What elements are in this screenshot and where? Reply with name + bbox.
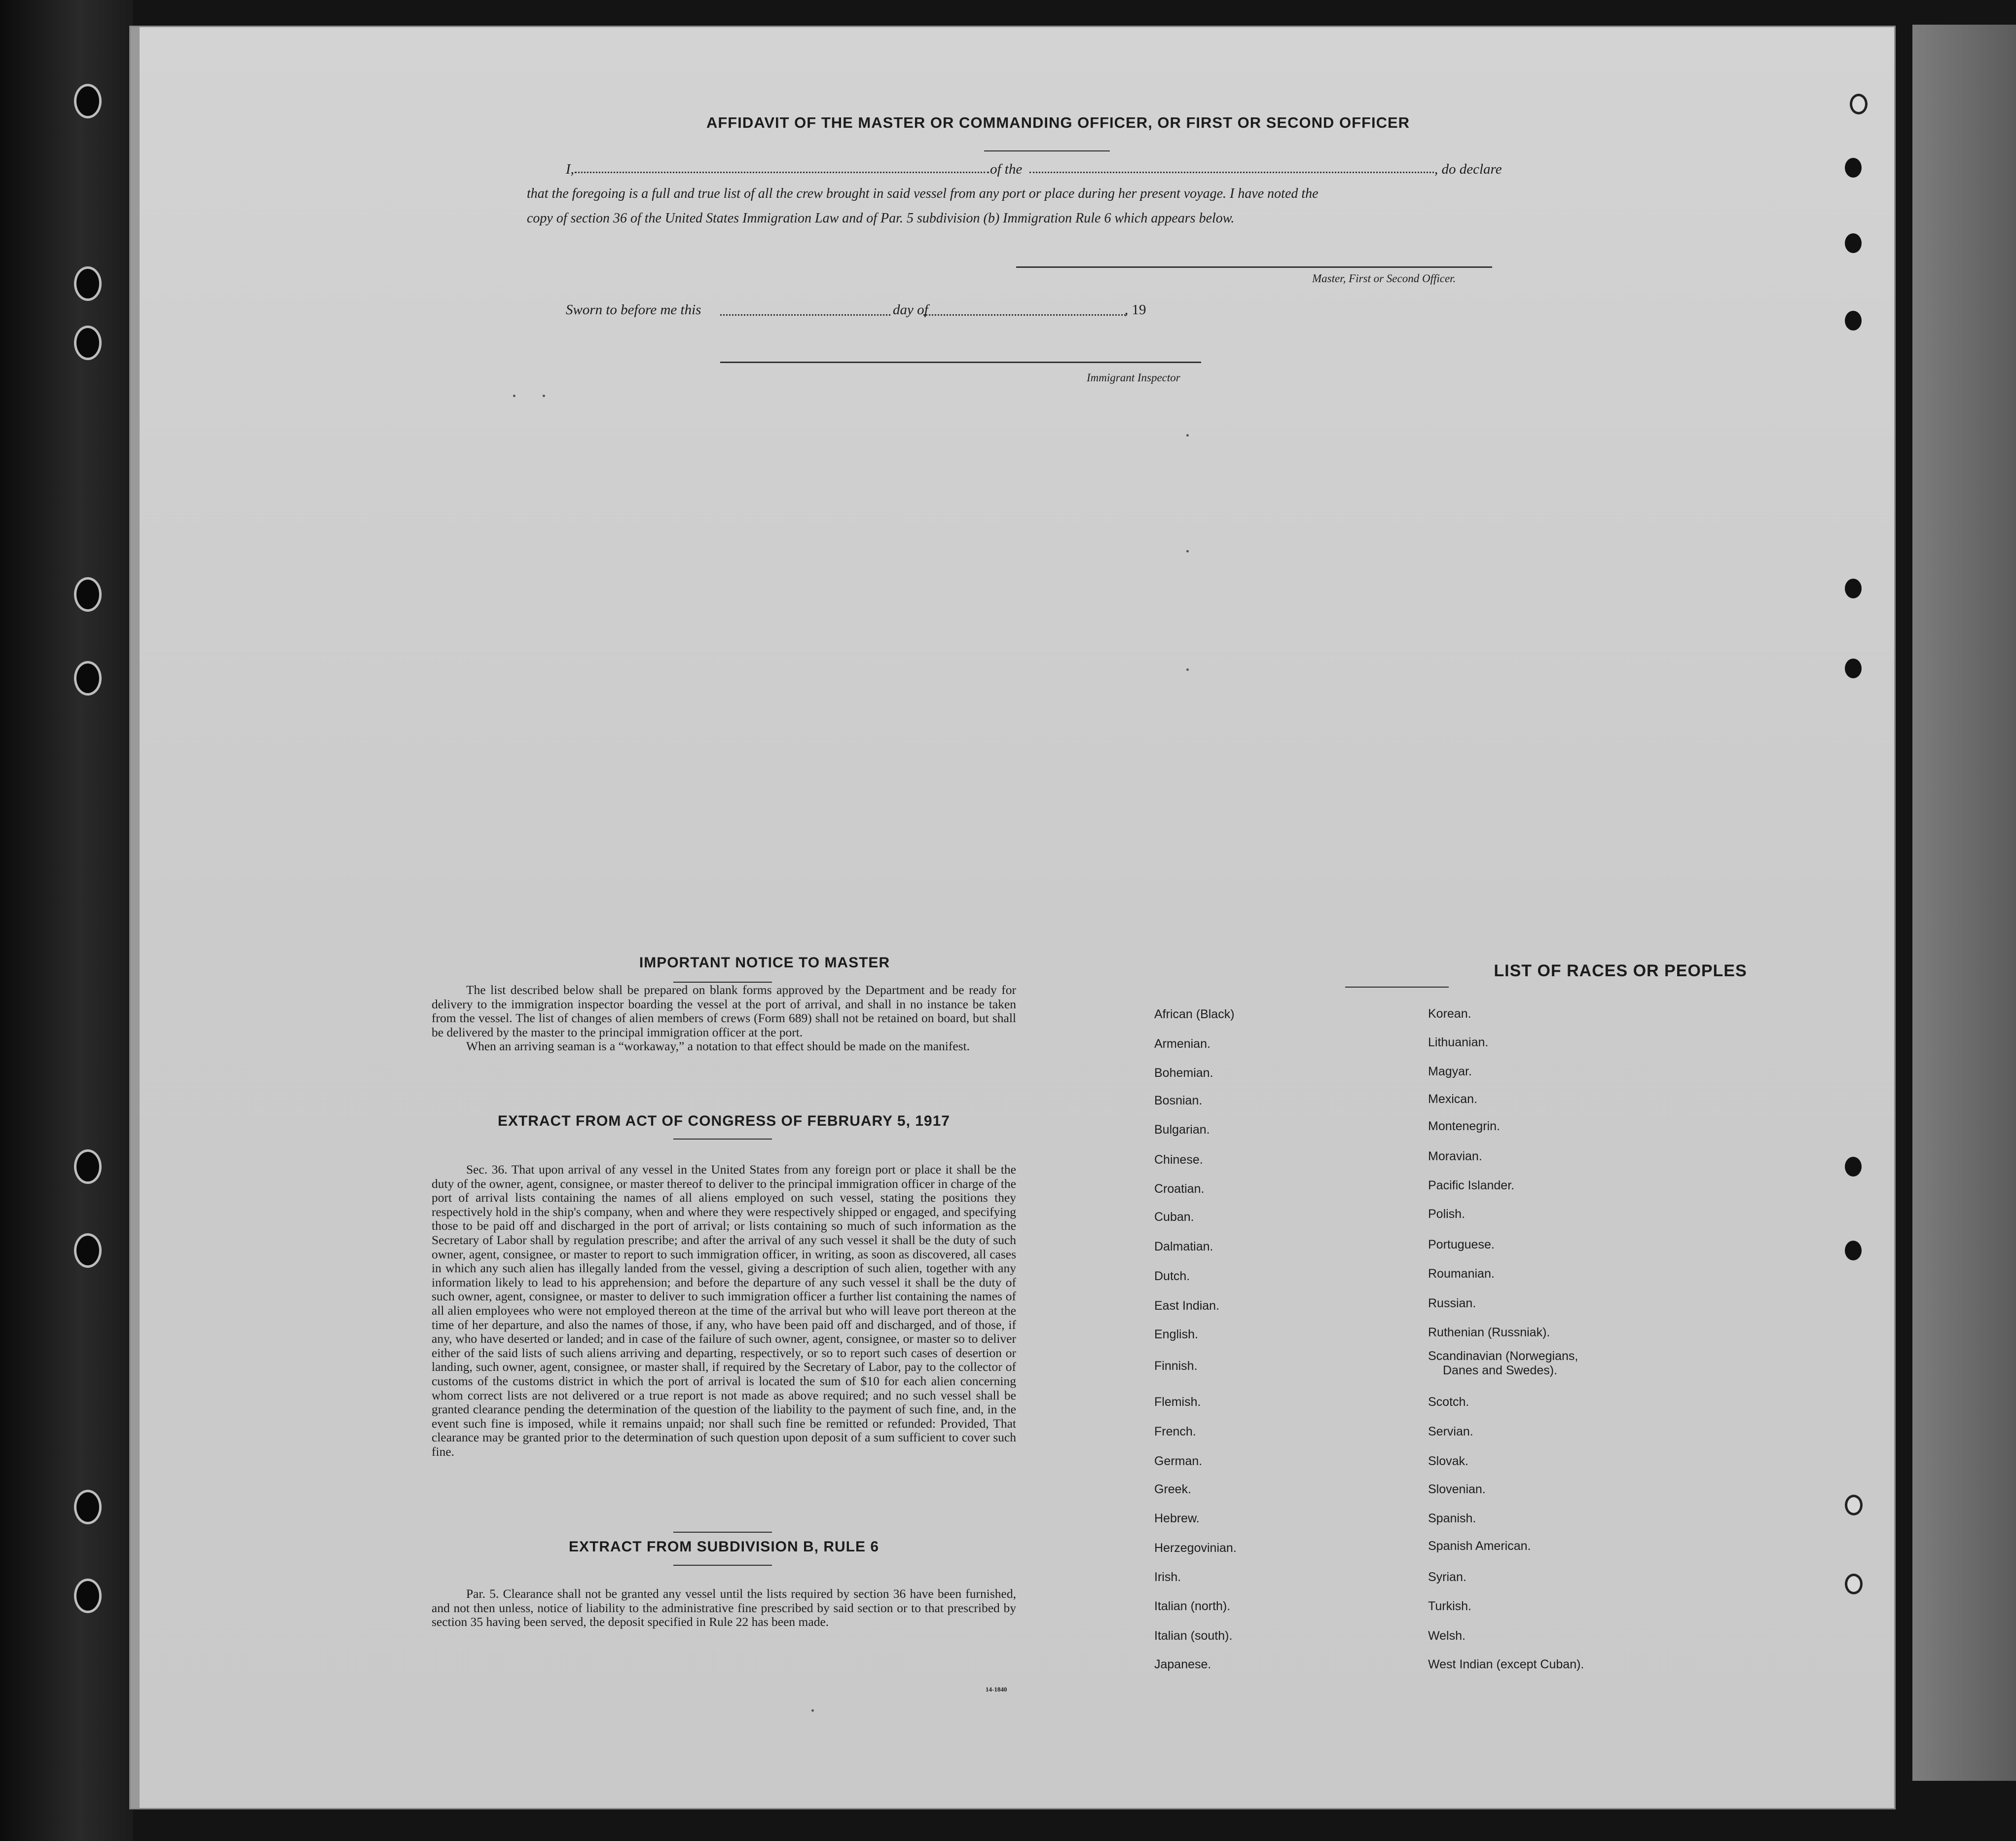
extract-act-body [432,1163,1016,1459]
race-item: Croatian. [1154,1182,1205,1196]
race-item: Moravian. [1428,1149,1482,1163]
race-item: Spanish American. [1428,1539,1531,1553]
divider [673,1139,772,1140]
extract-rule-body [432,1587,1016,1629]
race-item: Hebrew. [1154,1511,1200,1525]
day-of-label: day of [893,302,928,318]
race-item: Danes and Swedes). [1443,1363,1558,1377]
race-item: Portuguese. [1428,1238,1495,1252]
race-item: Armenian. [1154,1037,1210,1051]
year-label: , 19 [1125,302,1146,318]
extract-rule-title: EXTRACT FROM SUBDIVISION B, RULE 6 [568,1539,880,1555]
inspector-label: Immigrant Inspector [1087,371,1180,384]
race-item: Bohemian. [1154,1066,1213,1080]
punch-hole-icon [1845,1157,1862,1177]
binder-ring-icon [74,661,102,696]
punch-hole-icon [1845,158,1862,178]
punch-hole-icon [1845,659,1862,678]
race-item: East Indian. [1154,1299,1220,1313]
race-item: Japanese. [1154,1657,1211,1671]
affidavit-title: AFFIDAVIT OF THE MASTER OR COMMANDING OFFICER, OR FIRST OR SECOND OFFICER [706,114,1410,131]
race-item: English. [1154,1327,1198,1341]
races-title: LIST OF RACES OR PEOPLES [1494,961,1747,980]
master-signature-line[interactable] [1016,266,1492,268]
race-item: Dutch. [1154,1269,1190,1283]
race-item: Bulgarian. [1154,1123,1210,1137]
affidavit-line-2: that the foregoing is a full and true list of all the crew brought in said vessel from any port or place during her present voyage. I have noted the [527,186,1319,201]
document-page [131,27,1894,1808]
race-item: French. [1154,1425,1196,1438]
race-item: Korean. [1428,1007,1471,1021]
race-item: German. [1154,1454,1203,1468]
sworn-label: Sworn to before me this [566,302,701,318]
underlying-pages [1912,25,2016,1781]
binder-ring-icon [74,266,102,301]
notice-body [432,983,1016,1054]
divider [1345,987,1449,988]
notice-paragraph-2: When an arriving seaman is a “workaway,” a notation to that effect should be made on the manifest. [466,1039,970,1054]
binder-ring-icon [74,1233,102,1268]
race-item: Slovenian. [1428,1482,1486,1496]
race-item: Polish. [1428,1207,1466,1221]
affidavit-line-1 [566,161,574,178]
race-item: Welsh. [1428,1629,1466,1643]
race-item: Slovak. [1428,1454,1468,1468]
divider [673,1532,772,1533]
affidavit-line-3: copy of section 36 of the United States Immigration Law and of Par. 5 subdivision (b) Immigration Rule 6 which appears below. [527,211,1235,226]
divider [984,150,1110,151]
race-item: Magyar. [1428,1065,1472,1078]
race-item: Scandinavian (Norwegians, [1428,1349,1578,1363]
sworn-month-blank[interactable] [923,314,1126,316]
inspector-signature-line[interactable] [720,362,1201,363]
punch-hole-icon [1845,311,1862,331]
binder-ring-icon [74,1490,102,1524]
race-item: Turkish. [1428,1599,1471,1613]
master-label: Master, First or Second Officer. [1312,272,1456,285]
par-5-text: Par. 5. Clearance shall not be granted any vessel until the lists required by section 36 have been furnished, and not then unless, notice of liability to the administrative fine prescribed by said section or to that prescribed by section 35 having been served, the deposit specified in Rule 22 has been made. [432,1586,1016,1629]
race-item: Greek. [1154,1482,1192,1496]
race-item: Bosnian. [1154,1094,1203,1107]
binder-ring-icon [74,84,102,118]
race-item: Pacific Islander. [1428,1178,1515,1192]
race-item: Lithuanian. [1428,1035,1489,1049]
race-item: Herzegovinian. [1154,1541,1237,1555]
race-item: Irish. [1154,1570,1181,1584]
punch-hole-icon [1845,1574,1863,1594]
affidavit-i-label: I, [566,161,574,177]
race-item: Dalmatian. [1154,1240,1213,1253]
race-item: Scotch. [1428,1395,1469,1409]
race-item: Italian (north). [1154,1599,1231,1613]
binder-ring-icon [74,326,102,360]
binder-ring-icon [74,577,102,612]
race-item: Finnish. [1154,1359,1198,1373]
extract-act-title: EXTRACT FROM ACT OF CONGRESS OF FEBRUARY 5, 1917 [498,1113,950,1129]
divider [673,1565,772,1566]
punch-hole-icon [1850,94,1868,114]
notice-title: IMPORTANT NOTICE TO MASTER [639,955,890,971]
race-item: Flemish. [1154,1395,1201,1409]
of-the-label: of the [990,161,1023,177]
page-edge [131,27,140,1808]
bleed-through-mark [1186,668,1189,671]
binder-ring-icon [74,1149,102,1184]
notice-paragraph-1: The list described below shall be prepared on blank forms approved by the Department and be ready for delivery to the immigration inspector boarding the vessel at the port of arrival, and shall in no instance be taken from the vessel. The list of changes of alien members of crews (Form 689) shall not be retained on board, but shall be delivered by the master to the principal immigration officer at the port. [432,983,1016,1039]
race-item: Montenegrin. [1428,1119,1500,1133]
punch-hole-icon [1845,1241,1862,1260]
form-number: 14-1840 [986,1686,1007,1693]
binder-strip [0,0,133,1841]
bleed-through-mark [811,1709,814,1712]
race-item: Cuban. [1154,1210,1194,1224]
punch-hole-icon [1845,233,1862,253]
race-item: Italian (south). [1154,1629,1233,1643]
race-item: West Indian (except Cuban). [1428,1657,1584,1671]
race-item: African (Black) [1154,1007,1235,1021]
punch-hole-icon [1845,579,1862,598]
name-blank[interactable] [575,172,989,173]
binder-ring-icon [74,1579,102,1613]
race-item: Servian. [1428,1425,1473,1438]
bleed-through-mark [543,395,545,397]
race-item: Chinese. [1154,1153,1203,1167]
bleed-through-mark [1186,434,1189,437]
bleed-through-mark [1186,550,1189,552]
vessel-blank[interactable] [1029,172,1434,173]
sworn-day-blank[interactable] [720,314,890,316]
race-item: Spanish. [1428,1511,1476,1525]
punch-hole-icon [1845,1495,1863,1515]
do-declare-label: , do declare [1434,161,1502,177]
bleed-through-mark [513,395,515,397]
section-36-text: Sec. 36. That upon arrival of any vessel in the United States from any foreign port or place it shall be the duty of the owner, agent, consignee, or master thereof to deliver to the principal immigration officer in charge of the port of arrival lists containing the names of all aliens employed on such vessel, stating the positions they respectively hold in the ship's company, when and where they were respectively shipped or engaged, and specifying those to be paid off and discharged in the port of arrival; or lists containing so much of such information as the Secretary of Labor shall by regulation prescribe; and after the arrival of any such vessel it shall be the duty of such owner, agent, consignee, or master to report to such immigration officer, in writing, as soon as discovered, all cases in which any such alien has illegally landed from the vessel, giving a description of such alien, together with any information likely to lead to his apprehension; and before the departure of any such vessel it shall be the duty of such owner, agent, consignee, or master to deliver to such immigration officer a further list containing the names of all alien employees who were not employed thereon at the time of the arrival but who will leave port thereon at the time of her departure, and also the names of those, if any, who have been paid off and discharged, and of those, if any, who have deserted or landed; and in case of the failure of such owner, agent, consignee, or master so to deliver either of the said lists of such aliens arriving and departing, respectively, or so to report such cases of desertion or landing, such owner, agent, consignee, or master shall, if required by the Secretary of Labor, pay to the collector of customs of the customs district in which the port of arrival is located the sum of $10 for each alien concerning whom correct lists are not delivered or a true report is not made as above required; and no such vessel shall be granted clearance pending the determination of the question of the liability to the payment of such fine, and, in the event such fine is imposed, while it remains unpaid; nor shall such fine be remitted or refunded: Provided, That clearance may be granted prior to the determination of such question upon deposit of a sum sufficient to cover such fine. [432,1162,1016,1459]
race-item: Ruthenian (Russniak). [1428,1326,1550,1339]
race-item: Russian. [1428,1296,1476,1310]
race-item: Roumanian. [1428,1267,1495,1281]
race-item: Syrian. [1428,1570,1466,1584]
race-item: Mexican. [1428,1092,1478,1106]
